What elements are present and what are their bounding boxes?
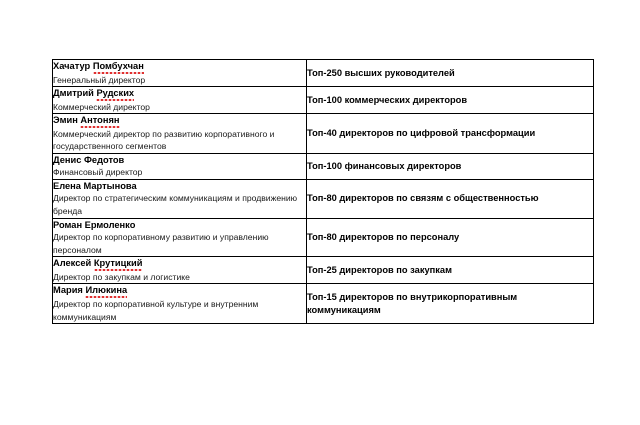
table-row xyxy=(53,87,594,114)
rank-label: Топ-80 директоров по связям с общественностью xyxy=(307,193,539,204)
person-name xyxy=(53,284,306,298)
person-name-prefix: Алексей xyxy=(53,258,94,269)
rank-cell xyxy=(307,153,594,179)
table-row xyxy=(53,284,594,324)
rank-label: Топ-100 финансовых директоров xyxy=(307,160,462,171)
rank-label: Топ-80 директоров по персоналу xyxy=(307,232,460,242)
table-row xyxy=(53,153,594,179)
roster-table-container xyxy=(52,59,591,324)
person-name-prefix: Хачатур xyxy=(53,61,93,71)
table-row xyxy=(53,218,594,257)
person-name-prefix: Денис Федотов xyxy=(53,154,125,165)
table-row xyxy=(53,114,594,154)
person-name-prefix: Эмин xyxy=(53,115,81,126)
table-row xyxy=(53,257,594,284)
rank-label: Топ-100 коммерческих директоров xyxy=(307,94,468,105)
table-body xyxy=(53,60,594,324)
rank-cell xyxy=(307,257,594,284)
person-title: Финансовый директор xyxy=(53,167,143,178)
person-name xyxy=(53,257,306,271)
person-title: Директор по корпоративному развитию и управлению персоналом xyxy=(53,232,269,255)
rank-cell xyxy=(307,60,594,87)
person-cell xyxy=(53,218,307,257)
person-title: Директор по корпоративной культуре и внутренним коммуникациям xyxy=(53,298,259,322)
person-title: Коммерческий директор по развитию корпоративного и государственного сегментов xyxy=(53,128,275,152)
spellcheck-underlined-surname: Илюкина xyxy=(85,284,127,298)
person-title: Директор по закупкам и логистике xyxy=(53,271,190,282)
person-title: Генеральный директор xyxy=(53,74,146,85)
executive-roster-table xyxy=(52,59,594,324)
rank-cell xyxy=(307,284,594,324)
rank-cell xyxy=(307,114,594,154)
person-name-prefix: Елена Мартынова xyxy=(53,180,137,191)
rank-cell xyxy=(307,179,594,218)
person-name xyxy=(53,180,306,193)
rank-label: Топ-40 директоров по цифровой трансформации xyxy=(307,128,536,139)
person-cell xyxy=(53,60,307,87)
rank-label: Топ-15 директоров по внутрикорпоративным коммуникациям xyxy=(307,291,518,315)
rank-cell xyxy=(307,218,594,257)
person-name-prefix: Мария xyxy=(53,285,86,296)
person-cell xyxy=(53,284,307,324)
spellcheck-underlined-surname: Помбухчан xyxy=(93,60,144,74)
rank-cell xyxy=(307,87,594,114)
person-name-prefix: Роман Ермоленко xyxy=(53,219,136,230)
spellcheck-underlined-surname: Крутицкий xyxy=(94,257,143,271)
rank-label: Топ-25 директоров по закупкам xyxy=(307,264,452,275)
person-title: Директор по стратегическим коммуникациям и продвижению бренда xyxy=(53,193,298,217)
person-cell xyxy=(53,114,307,154)
person-cell xyxy=(53,87,307,114)
person-title: Коммерческий директор xyxy=(53,101,150,112)
table-row xyxy=(53,179,594,218)
person-name xyxy=(53,114,306,128)
person-cell xyxy=(53,179,307,218)
person-name xyxy=(53,87,306,101)
rank-label: Топ-250 высших руководителей xyxy=(307,67,455,78)
person-name xyxy=(53,154,306,167)
person-cell xyxy=(53,153,307,179)
spellcheck-underlined-surname: Рудских xyxy=(96,87,134,101)
person-name xyxy=(53,219,306,232)
person-cell xyxy=(53,257,307,284)
person-name xyxy=(53,60,306,74)
table-row xyxy=(53,60,594,87)
person-name-prefix: Дмитрий xyxy=(53,88,97,99)
spellcheck-underlined-surname: Антонян xyxy=(80,114,119,128)
